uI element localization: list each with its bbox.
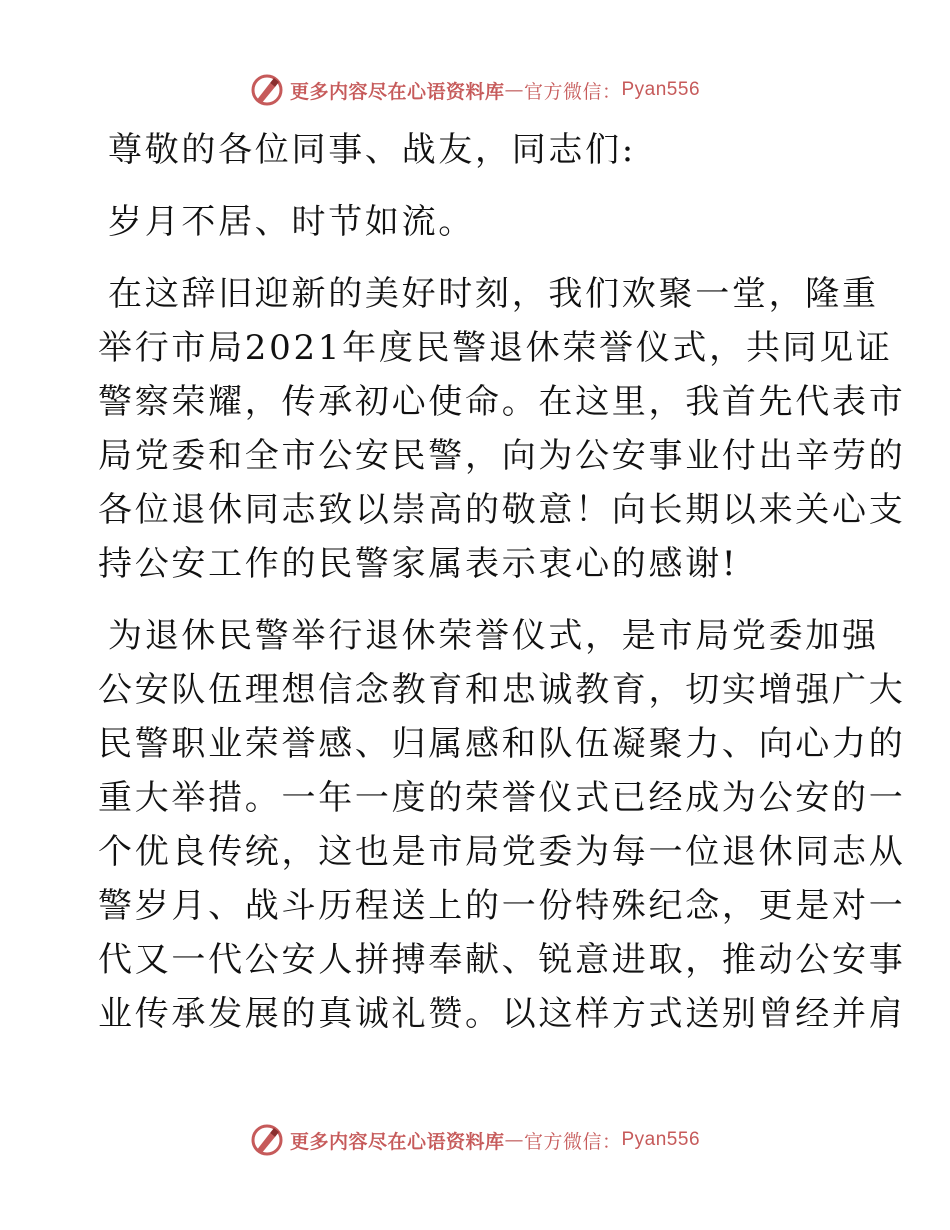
- header-banner: [0, 70, 950, 110]
- text-line: 举行市局2021年度民警退休荣誉仪式，共同见证: [98, 328, 893, 368]
- text-line: 在这辞旧迎新的美好时刻，我们欢聚一堂，隆重: [108, 274, 879, 314]
- header-title: 更多内容尽在心语资料库: [289, 80, 505, 103]
- text-line: 为退休民警举行退休荣誉仪式，是市局党委加强: [108, 616, 879, 656]
- footer-separator: —: [504, 1129, 524, 1151]
- text-line: 警岁月、战斗历程送上的一份特殊纪念，更是对一: [98, 886, 906, 926]
- footer-wechat-label: 官方微信：: [523, 1130, 622, 1153]
- footer-title: 更多内容尽在心语资料库: [289, 1130, 505, 1153]
- text-line: 公安队伍理想信念教育和忠诚教育，切实增强广大: [98, 670, 906, 710]
- text-line: 业传承发展的真诚礼赞。以这样方式送别曾经并肩: [98, 994, 906, 1034]
- header-wechat-id: Pyan556: [621, 79, 701, 100]
- text-line: 岁月不居、时节如流。: [108, 202, 475, 242]
- pen-logo-icon: [250, 73, 284, 107]
- header-wechat-label: 官方微信：: [523, 80, 622, 103]
- text-line: 各位退休同志致以崇高的敬意！向长期以来关心支: [98, 490, 906, 530]
- pen-logo-icon: [250, 1123, 284, 1157]
- text-line: 局党委和全市公安民警，向为公安事业付出辛劳的: [98, 436, 906, 476]
- text-line: 重大举措。一年一度的荣誉仪式已经成为公安的一: [98, 778, 906, 818]
- text-line: 个优良传统，这也是市局党委为每一位退休同志从: [98, 832, 906, 872]
- text-line: 警察荣耀，传承初心使命。在这里，我首先代表市: [98, 382, 906, 422]
- text-line: 尊敬的各位同事、战友，同志们:: [108, 130, 636, 170]
- paragraph-opening: [98, 195, 858, 249]
- paragraph-greeting: [98, 123, 858, 177]
- header-separator: —: [504, 79, 524, 101]
- paragraph-significance: [98, 609, 906, 1041]
- footer-wechat-id: Pyan556: [621, 1129, 701, 1150]
- text-line: 持公安工作的民警家属表示衷心的感谢!: [98, 544, 739, 584]
- text-line: 民警职业荣誉感、归属感和队伍凝聚力、向心力的: [98, 724, 906, 764]
- paragraph-welcome: [98, 267, 906, 591]
- footer-banner: [0, 1120, 950, 1160]
- text-line: 代又一代公安人拼搏奉献、锐意进取，推动公安事: [98, 940, 906, 980]
- document-body: [98, 123, 906, 1041]
